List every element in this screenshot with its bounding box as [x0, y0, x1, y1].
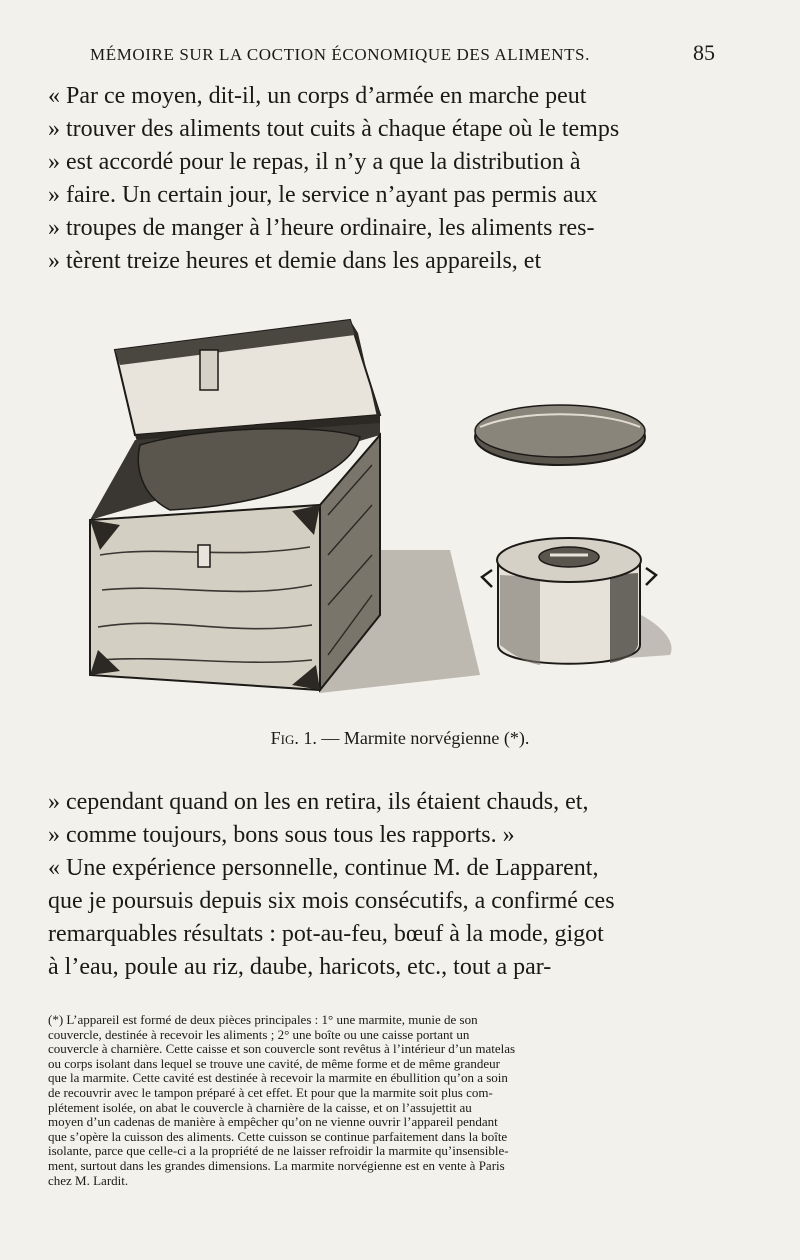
- text-line: » faire. Un certain jour, le service n’ayant pas permis aux: [48, 182, 598, 208]
- cooking-pot: [482, 538, 656, 665]
- footnote-line: couvercle, destinée à recevoir les aliments ; 2° une boîte ou une caisse portant un: [48, 1026, 470, 1042]
- footnote-line: chez M. Lardit.: [48, 1172, 129, 1188]
- paragraph-bottom: [48, 786, 718, 984]
- insulated-box: [90, 423, 380, 690]
- text-line: que je poursuis depuis six mois consécutifs, a confirmé ces: [48, 888, 615, 914]
- text-line: » comme toujours, bons sous tous les rapports. »: [48, 822, 515, 848]
- text-line: » troupes de manger à l’heure ordinaire, les aliments res-: [48, 215, 595, 241]
- footnote-line: plétement isolée, on abat le couvercle à charnière de la caisse, et on l’assujettit au: [48, 1099, 472, 1115]
- text-line: » est accordé pour le repas, il n’y a que la distribution à: [48, 149, 581, 175]
- paragraph-top: [48, 80, 718, 278]
- text-line: remarquables résultats : pot-au-feu, bœuf à la mode, gigot: [48, 921, 604, 947]
- footnote-line: isolante, parce que celle-ci a la propriété de ne laisser refroidir la marmite qu’insensible-: [48, 1143, 509, 1159]
- pot-lid: [475, 405, 645, 465]
- text-line: « Une expérience personnelle, continue M. de Lapparent,: [48, 855, 599, 881]
- text-line: » trouver des aliments tout cuits à chaque étape où le temps: [48, 116, 620, 142]
- footnote: [48, 1013, 720, 1188]
- footnote-line: ment, surtout dans les grandes dimensions. La marmite norvégienne est en vente à Paris: [48, 1157, 505, 1173]
- figure-caption: [0, 728, 800, 749]
- footnote-line: de recouvrir avec le tampon préparé à cet effet. Et pour que la marmite soit plus com-: [48, 1084, 493, 1100]
- figure-norwegian-pot: [80, 315, 700, 695]
- caption-text: — Marmite norvégienne (*).: [321, 728, 530, 748]
- footnote-line: couvercle à charnière. Cette caisse et son couvercle sont revêtus à l’intérieur d’un matelas: [48, 1041, 516, 1057]
- page-number: 85: [693, 40, 715, 65]
- text-line: « Par ce moyen, dit-il, un corps d’armée en marche peut: [48, 83, 587, 109]
- footnote-line: moyen d’un cadenas de manière à empêcher qu’on ne vienne ouvrir l’appareil pendant: [48, 1114, 498, 1130]
- caption-label: Fig. 1.: [270, 728, 317, 748]
- running-title: MÉMOIRE SUR LA COCTION ÉCONOMIQUE DES ALIMENTS.: [90, 45, 590, 64]
- text-line: » cependant quand on les en retira, ils étaient chauds, et,: [48, 789, 589, 815]
- footnote-line: (*) L’appareil est formé de deux pièces principales : 1° une marmite, munie de son: [48, 1012, 478, 1027]
- text-line: à l’eau, poule au riz, daube, haricots, etc., tout a par-: [48, 954, 552, 980]
- footnote-line: que s’opère la cuisson des aliments. Cette cuisson se continue parfaitement dans la boîte: [48, 1128, 508, 1144]
- page-header: [90, 40, 715, 66]
- engraving-illustration: [80, 315, 700, 695]
- footnote-line: ou corps isolant dans lequel se trouve une cavité, de même forme et de même grandeur: [48, 1055, 500, 1071]
- text-line: » tèrent treize heures et demie dans les appareils, et: [48, 248, 542, 274]
- footnote-line: que la marmite. Cette cavité est destinée à recevoir la marmite en ébullition qu’on a soin: [48, 1070, 508, 1086]
